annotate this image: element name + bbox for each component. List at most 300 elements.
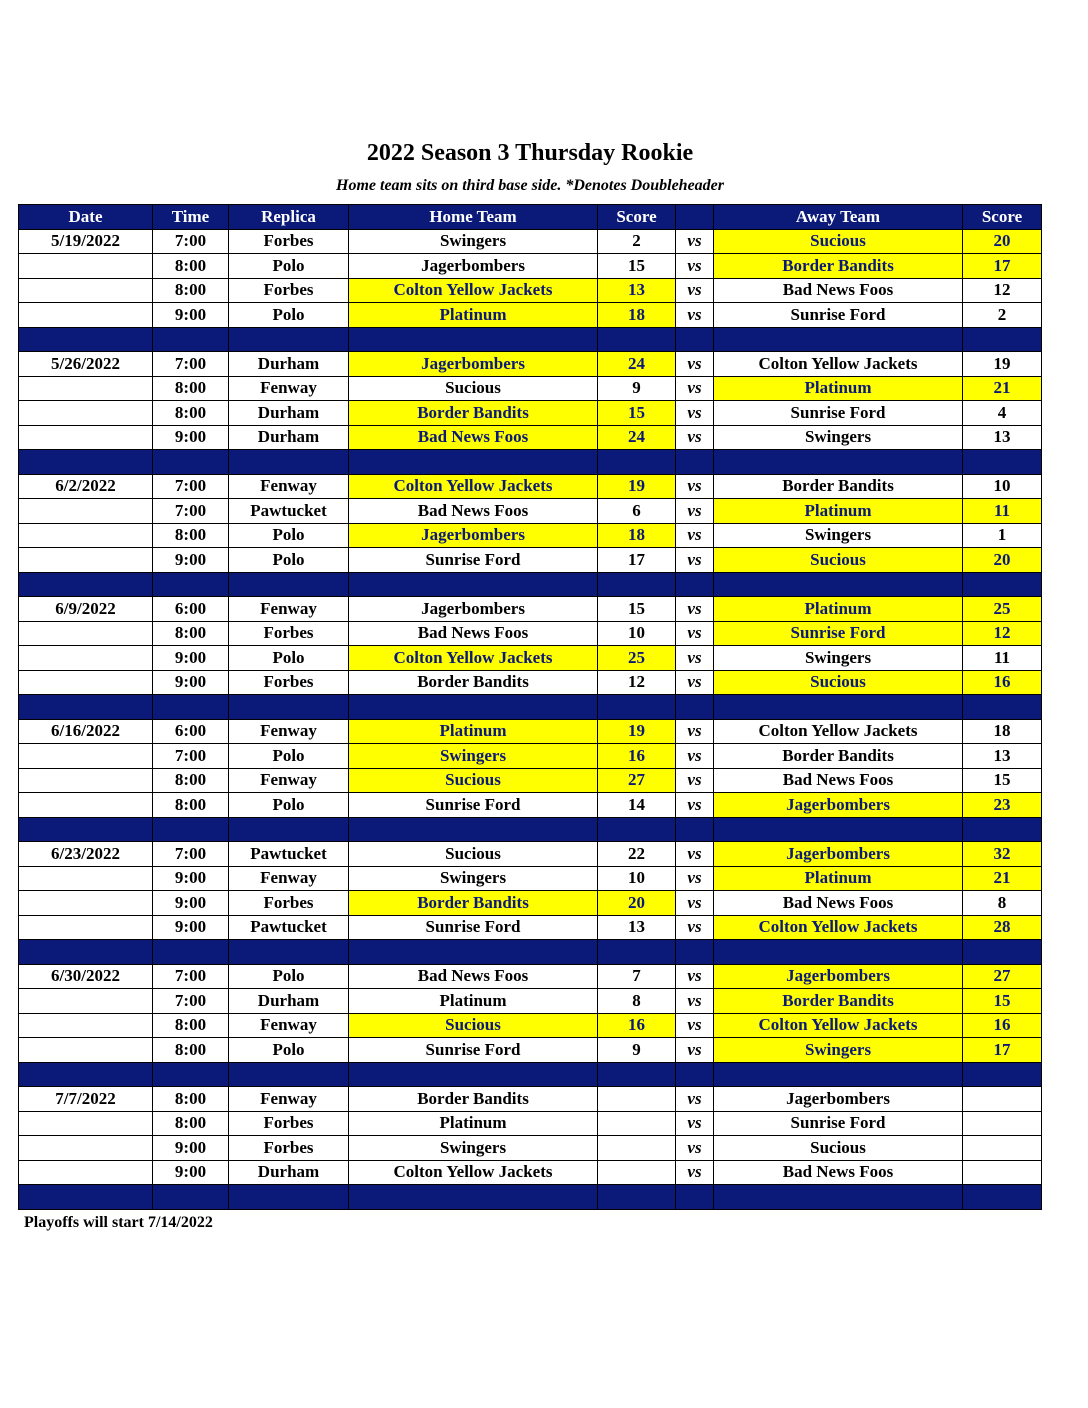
home-team: Sunrise Ford: [349, 1038, 598, 1063]
game-time: 8:00: [153, 793, 229, 818]
game-time: 8:00: [153, 1087, 229, 1112]
separator-cell: [153, 695, 229, 720]
week-separator: [19, 450, 1042, 475]
separator-cell: [963, 450, 1042, 475]
home-score: 9: [598, 1038, 676, 1063]
game-time: 7:00: [153, 989, 229, 1014]
separator-cell: [229, 940, 349, 965]
away-team: Sucious: [714, 229, 963, 254]
separator-cell: [349, 572, 598, 597]
home-score: 15: [598, 597, 676, 622]
away-score: 15: [963, 989, 1042, 1014]
game-time: 8:00: [153, 768, 229, 793]
game-replica: Pawtucket: [229, 499, 349, 524]
away-team: Sucious: [714, 1136, 963, 1161]
away-team: Bad News Foos: [714, 278, 963, 303]
week-separator: [19, 1062, 1042, 1087]
game-date: 6/2/2022: [19, 474, 153, 499]
home-team: Sucious: [349, 768, 598, 793]
game-replica: Durham: [229, 352, 349, 377]
home-score: 15: [598, 254, 676, 279]
away-score: 4: [963, 401, 1042, 426]
separator-cell: [229, 1062, 349, 1087]
away-team: Swingers: [714, 1038, 963, 1063]
away-score: 13: [963, 425, 1042, 450]
game-replica: Polo: [229, 303, 349, 328]
separator-cell: [598, 1185, 676, 1210]
separator-cell: [598, 327, 676, 352]
away-score: 11: [963, 646, 1042, 671]
away-score: [963, 1087, 1042, 1112]
game-time: 9:00: [153, 891, 229, 916]
away-score: 12: [963, 278, 1042, 303]
game-date: [19, 523, 153, 548]
separator-cell: [676, 1062, 714, 1087]
separator-cell: [676, 695, 714, 720]
vs-label: vs: [676, 1160, 714, 1185]
game-replica: Polo: [229, 548, 349, 573]
header-replica: Replica: [229, 205, 349, 230]
week-separator: [19, 695, 1042, 720]
separator-cell: [229, 695, 349, 720]
game-time: 8:00: [153, 621, 229, 646]
game-time: 7:00: [153, 744, 229, 769]
game-time: 8:00: [153, 278, 229, 303]
away-score: 23: [963, 793, 1042, 818]
vs-label: vs: [676, 499, 714, 524]
separator-cell: [229, 450, 349, 475]
vs-label: vs: [676, 523, 714, 548]
away-score: [963, 1111, 1042, 1136]
home-score: 27: [598, 768, 676, 793]
away-score: 11: [963, 499, 1042, 524]
home-team: Border Bandits: [349, 401, 598, 426]
game-row: [19, 989, 1042, 1014]
vs-label: vs: [676, 1013, 714, 1038]
separator-cell: [19, 572, 153, 597]
home-score: 24: [598, 425, 676, 450]
away-team: Border Bandits: [714, 744, 963, 769]
away-score: 2: [963, 303, 1042, 328]
separator-cell: [153, 817, 229, 842]
game-row: [19, 915, 1042, 940]
separator-cell: [714, 1062, 963, 1087]
separator-cell: [963, 572, 1042, 597]
game-time: 8:00: [153, 254, 229, 279]
away-score: 19: [963, 352, 1042, 377]
separator-cell: [349, 327, 598, 352]
away-team: Platinum: [714, 597, 963, 622]
game-row: [19, 425, 1042, 450]
game-time: 9:00: [153, 670, 229, 695]
vs-label: vs: [676, 646, 714, 671]
away-team: Bad News Foos: [714, 891, 963, 916]
home-team: Sucious: [349, 376, 598, 401]
separator-cell: [153, 572, 229, 597]
away-team: Bad News Foos: [714, 1160, 963, 1185]
game-date: [19, 303, 153, 328]
game-row: [19, 866, 1042, 891]
header-away-score: Score: [963, 205, 1042, 230]
away-score: 21: [963, 866, 1042, 891]
separator-cell: [229, 327, 349, 352]
home-team: Platinum: [349, 303, 598, 328]
game-replica: Fenway: [229, 1087, 349, 1112]
home-score: 19: [598, 474, 676, 499]
home-score: 19: [598, 719, 676, 744]
separator-cell: [153, 1062, 229, 1087]
game-replica: Polo: [229, 744, 349, 769]
separator-cell: [19, 1185, 153, 1210]
away-team: Swingers: [714, 425, 963, 450]
home-score: 15: [598, 401, 676, 426]
separator-cell: [153, 450, 229, 475]
header-date: Date: [19, 205, 153, 230]
game-row: [19, 670, 1042, 695]
vs-label: vs: [676, 768, 714, 793]
game-date: 5/26/2022: [19, 352, 153, 377]
separator-cell: [714, 1185, 963, 1210]
away-team: Jagerbombers: [714, 842, 963, 867]
home-score: 20: [598, 891, 676, 916]
home-team: Bad News Foos: [349, 964, 598, 989]
game-time: 7:00: [153, 499, 229, 524]
game-row: [19, 1087, 1042, 1112]
separator-cell: [676, 450, 714, 475]
game-replica: Durham: [229, 1160, 349, 1185]
home-team: Platinum: [349, 989, 598, 1014]
home-team: Sunrise Ford: [349, 548, 598, 573]
game-replica: Durham: [229, 401, 349, 426]
home-team: Sunrise Ford: [349, 915, 598, 940]
away-team: Colton Yellow Jackets: [714, 352, 963, 377]
game-replica: Forbes: [229, 1111, 349, 1136]
game-time: 6:00: [153, 719, 229, 744]
away-team: Jagerbombers: [714, 964, 963, 989]
game-date: [19, 989, 153, 1014]
home-score: 24: [598, 352, 676, 377]
away-team: Border Bandits: [714, 989, 963, 1014]
game-date: [19, 1136, 153, 1161]
separator-cell: [676, 940, 714, 965]
home-team: Colton Yellow Jackets: [349, 1160, 598, 1185]
game-replica: Polo: [229, 254, 349, 279]
home-team: Colton Yellow Jackets: [349, 278, 598, 303]
separator-cell: [963, 817, 1042, 842]
game-date: [19, 621, 153, 646]
game-date: [19, 499, 153, 524]
vs-label: vs: [676, 474, 714, 499]
vs-label: vs: [676, 401, 714, 426]
header-home-score: Score: [598, 205, 676, 230]
away-score: [963, 1136, 1042, 1161]
separator-cell: [963, 695, 1042, 720]
game-row: [19, 1136, 1042, 1161]
away-team: Sunrise Ford: [714, 621, 963, 646]
vs-label: vs: [676, 278, 714, 303]
separator-cell: [598, 1062, 676, 1087]
game-date: [19, 1013, 153, 1038]
away-score: 20: [963, 548, 1042, 573]
game-date: [19, 376, 153, 401]
away-score: 15: [963, 768, 1042, 793]
vs-label: vs: [676, 915, 714, 940]
game-row: [19, 964, 1042, 989]
vs-label: vs: [676, 842, 714, 867]
header-vs: [676, 205, 714, 230]
vs-label: vs: [676, 1038, 714, 1063]
separator-cell: [19, 695, 153, 720]
home-score: 18: [598, 303, 676, 328]
game-replica: Fenway: [229, 1013, 349, 1038]
home-score: [598, 1136, 676, 1161]
game-replica: Durham: [229, 425, 349, 450]
home-team: Bad News Foos: [349, 425, 598, 450]
home-team: Platinum: [349, 719, 598, 744]
separator-cell: [714, 817, 963, 842]
home-score: 6: [598, 499, 676, 524]
away-team: Platinum: [714, 376, 963, 401]
game-row: [19, 401, 1042, 426]
separator-cell: [963, 1062, 1042, 1087]
game-time: 7:00: [153, 842, 229, 867]
game-date: [19, 1038, 153, 1063]
separator-cell: [19, 1062, 153, 1087]
game-date: [19, 548, 153, 573]
home-score: 13: [598, 915, 676, 940]
game-replica: Polo: [229, 646, 349, 671]
separator-cell: [714, 572, 963, 597]
vs-label: vs: [676, 793, 714, 818]
game-date: [19, 1160, 153, 1185]
game-replica: Forbes: [229, 229, 349, 254]
separator-cell: [598, 817, 676, 842]
game-row: [19, 523, 1042, 548]
game-time: 9:00: [153, 548, 229, 573]
vs-label: vs: [676, 621, 714, 646]
home-team: Border Bandits: [349, 670, 598, 695]
away-score: 32: [963, 842, 1042, 867]
vs-label: vs: [676, 376, 714, 401]
game-row: [19, 768, 1042, 793]
game-replica: Forbes: [229, 621, 349, 646]
game-time: 9:00: [153, 1136, 229, 1161]
game-date: [19, 646, 153, 671]
game-date: [19, 744, 153, 769]
home-score: [598, 1160, 676, 1185]
game-replica: Polo: [229, 964, 349, 989]
separator-cell: [676, 327, 714, 352]
away-score: [963, 1160, 1042, 1185]
away-score: 18: [963, 719, 1042, 744]
away-score: 8: [963, 891, 1042, 916]
game-time: 9:00: [153, 915, 229, 940]
game-time: 8:00: [153, 1038, 229, 1063]
away-team: Sucious: [714, 548, 963, 573]
separator-cell: [598, 940, 676, 965]
game-date: 7/7/2022: [19, 1087, 153, 1112]
vs-label: vs: [676, 1111, 714, 1136]
page-subtitle: Home team sits on third base side. *Denotes Doubleheader: [336, 177, 724, 194]
vs-label: vs: [676, 744, 714, 769]
vs-label: vs: [676, 303, 714, 328]
vs-label: vs: [676, 548, 714, 573]
home-score: 25: [598, 646, 676, 671]
game-replica: Pawtucket: [229, 842, 349, 867]
game-date: [19, 866, 153, 891]
home-team: Jagerbombers: [349, 597, 598, 622]
game-replica: Forbes: [229, 670, 349, 695]
vs-label: vs: [676, 229, 714, 254]
game-time: 8:00: [153, 401, 229, 426]
game-time: 8:00: [153, 1013, 229, 1038]
week-separator: [19, 940, 1042, 965]
home-score: [598, 1111, 676, 1136]
game-replica: Fenway: [229, 866, 349, 891]
game-row: [19, 842, 1042, 867]
game-time: 7:00: [153, 229, 229, 254]
home-score: 7: [598, 964, 676, 989]
away-score: 25: [963, 597, 1042, 622]
schedule-body: [19, 229, 1042, 1209]
separator-cell: [229, 817, 349, 842]
game-time: 9:00: [153, 866, 229, 891]
schedule-table: [18, 204, 1042, 1210]
separator-cell: [19, 450, 153, 475]
game-row: [19, 352, 1042, 377]
home-score: 16: [598, 1013, 676, 1038]
separator-cell: [349, 1185, 598, 1210]
home-team: Jagerbombers: [349, 352, 598, 377]
vs-label: vs: [676, 719, 714, 744]
separator-cell: [714, 940, 963, 965]
header-time: Time: [153, 205, 229, 230]
header-away-team: Away Team: [714, 205, 963, 230]
away-score: 12: [963, 621, 1042, 646]
separator-cell: [349, 450, 598, 475]
home-team: Colton Yellow Jackets: [349, 474, 598, 499]
game-replica: Polo: [229, 793, 349, 818]
vs-label: vs: [676, 989, 714, 1014]
separator-cell: [349, 1062, 598, 1087]
game-date: [19, 915, 153, 940]
away-score: 28: [963, 915, 1042, 940]
game-time: 9:00: [153, 303, 229, 328]
away-score: 21: [963, 376, 1042, 401]
home-team: Sucious: [349, 842, 598, 867]
separator-cell: [153, 1185, 229, 1210]
game-date: [19, 254, 153, 279]
game-time: 9:00: [153, 425, 229, 450]
vs-label: vs: [676, 866, 714, 891]
game-replica: Fenway: [229, 597, 349, 622]
home-team: Sucious: [349, 1013, 598, 1038]
game-replica: Forbes: [229, 1136, 349, 1161]
separator-cell: [676, 572, 714, 597]
separator-cell: [963, 940, 1042, 965]
game-row: [19, 1038, 1042, 1063]
away-score: 13: [963, 744, 1042, 769]
game-row: [19, 793, 1042, 818]
game-replica: Fenway: [229, 768, 349, 793]
separator-cell: [598, 695, 676, 720]
separator-cell: [676, 1185, 714, 1210]
separator-cell: [229, 572, 349, 597]
away-team: Sunrise Ford: [714, 303, 963, 328]
away-team: Swingers: [714, 523, 963, 548]
game-row: [19, 229, 1042, 254]
home-team: Swingers: [349, 744, 598, 769]
separator-cell: [349, 817, 598, 842]
game-replica: Forbes: [229, 891, 349, 916]
game-row: [19, 597, 1042, 622]
home-team: Bad News Foos: [349, 499, 598, 524]
away-team: Colton Yellow Jackets: [714, 915, 963, 940]
home-score: 10: [598, 866, 676, 891]
game-date: [19, 891, 153, 916]
separator-cell: [714, 450, 963, 475]
home-score: 17: [598, 548, 676, 573]
separator-cell: [153, 940, 229, 965]
game-row: [19, 891, 1042, 916]
home-team: Swingers: [349, 229, 598, 254]
game-time: 8:00: [153, 376, 229, 401]
away-score: 20: [963, 229, 1042, 254]
game-row: [19, 474, 1042, 499]
game-date: [19, 793, 153, 818]
away-score: 1: [963, 523, 1042, 548]
away-score: 27: [963, 964, 1042, 989]
away-team: Colton Yellow Jackets: [714, 1013, 963, 1038]
away-team: Platinum: [714, 499, 963, 524]
home-score: [598, 1087, 676, 1112]
separator-cell: [349, 940, 598, 965]
away-score: 17: [963, 1038, 1042, 1063]
page-title: 2022 Season 3 Thursday Rookie: [366, 140, 694, 166]
home-team: Jagerbombers: [349, 523, 598, 548]
away-team: Sucious: [714, 670, 963, 695]
vs-label: vs: [676, 1136, 714, 1161]
header-home-team: Home Team: [349, 205, 598, 230]
away-team: Sunrise Ford: [714, 1111, 963, 1136]
game-row: [19, 278, 1042, 303]
home-score: 8: [598, 989, 676, 1014]
game-time: 7:00: [153, 964, 229, 989]
game-time: 8:00: [153, 523, 229, 548]
separator-cell: [19, 940, 153, 965]
vs-label: vs: [676, 891, 714, 916]
game-date: [19, 1111, 153, 1136]
game-row: [19, 1160, 1042, 1185]
game-time: 6:00: [153, 597, 229, 622]
game-date: 6/23/2022: [19, 842, 153, 867]
game-date: 5/19/2022: [19, 229, 153, 254]
home-team: Sunrise Ford: [349, 793, 598, 818]
away-score: 17: [963, 254, 1042, 279]
home-score: 16: [598, 744, 676, 769]
separator-cell: [714, 695, 963, 720]
game-row: [19, 548, 1042, 573]
separator-cell: [598, 572, 676, 597]
game-row: [19, 254, 1042, 279]
vs-label: vs: [676, 964, 714, 989]
game-row: [19, 303, 1042, 328]
game-time: 7:00: [153, 474, 229, 499]
game-replica: Polo: [229, 523, 349, 548]
home-score: 14: [598, 793, 676, 818]
away-score: 10: [963, 474, 1042, 499]
separator-cell: [19, 327, 153, 352]
